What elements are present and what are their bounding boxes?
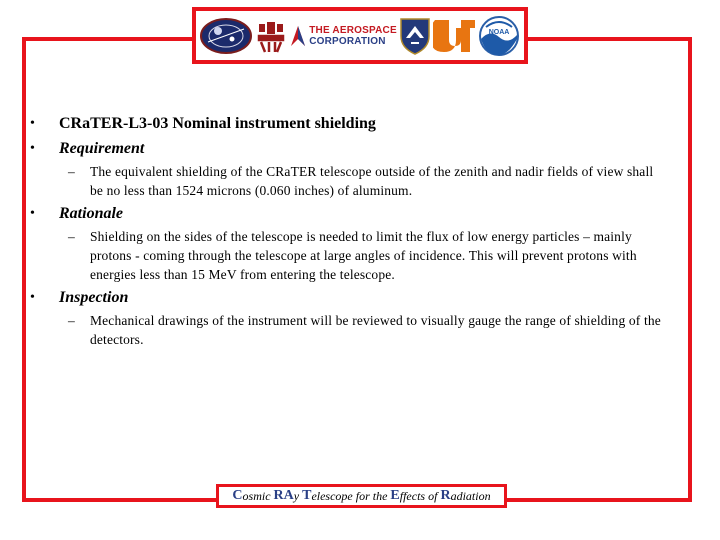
- bullet-rationale: [30, 204, 695, 224]
- dash-marker: –: [68, 313, 75, 328]
- bullet-title: [30, 114, 695, 134]
- footer-cap-e: E: [390, 488, 400, 503]
- bullet-title-text: CRaTER-L3-03 Nominal instrument shielding: [59, 115, 376, 132]
- crater-mission-patch-logo: [200, 17, 252, 55]
- university-seal-logo: [253, 16, 289, 56]
- aerospace-line1: THE AEROSPACE: [309, 24, 397, 36]
- footer-cap-ra: RA: [273, 488, 294, 503]
- footer-banner: [216, 484, 507, 508]
- rationale-detail-text: Shielding on the sides of the telescope is needed to limit the flux of low energy particles – mainly protons - coming through the telescope at large angles of incidence. This will prevent protons with energies less than 15 MeV from entering the telescope.: [90, 229, 637, 282]
- slide-content: [30, 110, 695, 349]
- bullet-inspection: [30, 288, 695, 308]
- bullet-marker: •: [30, 206, 35, 221]
- bullet-requirement-heading: Requirement: [59, 140, 145, 157]
- bullet-marker: •: [30, 290, 35, 305]
- requirement-detail: [68, 162, 668, 200]
- footer-cap-r: R: [440, 488, 451, 503]
- bullet-marker: •: [30, 141, 35, 156]
- aerospace-line2: CORPORATION: [309, 35, 386, 47]
- dash-marker: –: [68, 229, 75, 244]
- air-force-research-lab-logo: [398, 16, 432, 56]
- bullet-marker: •: [30, 116, 35, 131]
- dash-marker: –: [68, 164, 75, 179]
- rationale-detail: [68, 227, 668, 284]
- inspection-detail-text: Mechanical drawings of the instrument will be reviewed to visually gauge the range of shielding of the detectors.: [90, 313, 661, 347]
- noaa-logo: [478, 15, 520, 57]
- requirement-detail-text: The equivalent shielding of the CRaTER telescope outside of the zenith and nadir fields of view shall be no less than 1524 microns (0.060 inches) of aluminum.: [90, 164, 654, 198]
- footer-text-elescope: elescope for the: [311, 488, 391, 503]
- logo-bar: [192, 7, 528, 64]
- footer-text-y: y: [293, 488, 303, 503]
- footer-cap-c: C: [232, 488, 243, 503]
- bullet-requirement: [30, 139, 695, 159]
- footer-cap-t: T: [302, 488, 312, 503]
- inspection-detail: [68, 311, 668, 349]
- footer-text-adiation: adiation: [450, 488, 491, 503]
- footer-text-osmic: osmic: [242, 488, 274, 503]
- noaa-logo-text: NOAA: [488, 28, 509, 36]
- aerospace-corporation-logo: [290, 25, 397, 47]
- bullet-inspection-heading: Inspection: [59, 289, 129, 306]
- footer-text-ffects: ffects of: [399, 488, 441, 503]
- university-of-texas-logo: [433, 16, 477, 56]
- bullet-rationale-heading: Rationale: [59, 205, 124, 222]
